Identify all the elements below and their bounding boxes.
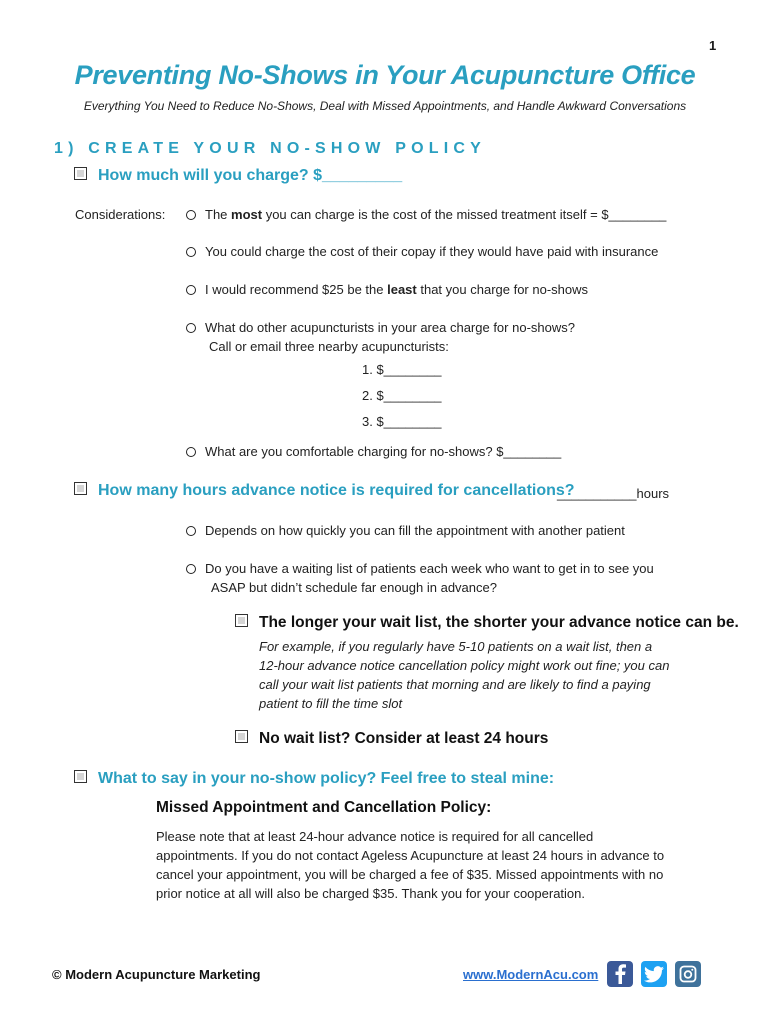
bullet-icon [186, 247, 196, 257]
list-item: What do other acupuncturists in your area charge for no-shows? [186, 320, 575, 335]
example-line: 12-hour advance notice cancellation policy might work out fine; you can [259, 658, 670, 673]
blank-line[interactable]: 1. $________ [362, 362, 442, 377]
policy-line: appointments. If you do not contact Ageless Acupuncture at least 24 hours in advance to [156, 848, 665, 863]
instagram-icon[interactable] [675, 961, 701, 987]
example-line: patient to fill the time slot [259, 696, 403, 711]
checkbox-notice[interactable] [74, 482, 87, 495]
checkbox-policy[interactable] [74, 770, 87, 783]
page-subtitle: Everything You Need to Reduce No-Shows, Deal with Missed Appointments, and Handle Awkward Conversations [83, 99, 687, 113]
hours-blank[interactable]: ___________hours [557, 486, 670, 501]
list-item: What are you comfortable charging for no-shows? $________ [186, 444, 561, 459]
considerations-label: Considerations: [75, 207, 166, 222]
policy-line: cancel your appointment, you will be charged a fee of $35. Missed appointments with no [156, 867, 664, 882]
example-line: call your wait list patients that morning and are likely to find a paying [259, 677, 651, 692]
checkbox-waitlist[interactable] [235, 614, 248, 627]
facebook-icon[interactable] [607, 961, 633, 987]
question-notice-label: How many hours advance notice is required for cancellations? [98, 482, 575, 499]
footer-copyright: © Modern Acupuncture Marketing [52, 967, 261, 982]
question-charge-label: How much will you charge? $_________ [98, 167, 403, 184]
list-item-continuation: ASAP but didn’t schedule far enough in advance? [211, 580, 497, 595]
policy-title: Missed Appointment and Cancellation Policy: [156, 799, 492, 816]
section-heading: 1) CREATE YOUR NO-SHOW POLICY [54, 140, 487, 157]
question-charge [74, 167, 402, 185]
page-number: 1 [709, 38, 717, 53]
footer-website-link[interactable]: www.ModernAcu.com [463, 967, 599, 982]
example-line: For example, if you regularly have 5-10 patients on a wait list, then a [259, 639, 653, 654]
policy-line: prior notice at all will also be charged $35. Thank you for your cooperation. [156, 886, 586, 901]
list-item-continuation: Call or email three nearby acupuncturists: [209, 339, 449, 354]
twitter-icon[interactable] [641, 961, 667, 987]
question-policy-label: What to say in your no-show policy? Feel free to steal mine: [98, 770, 555, 787]
bullet-icon [186, 210, 196, 220]
checkbox-charge[interactable] [74, 167, 87, 180]
question-policy [74, 770, 554, 788]
bullet-icon [186, 323, 196, 333]
policy-line: Please note that at least 24-hour advance notice is required for all cancelled [156, 829, 594, 844]
blank-line[interactable]: 3. $________ [362, 414, 442, 429]
list-item: You could charge the cost of their copay if they would have paid with insurance [186, 244, 658, 259]
list-item: The most you can charge is the cost of the missed treatment itself = $________ [186, 207, 666, 222]
list-item: I would recommend $25 be the least that you charge for no-shows [186, 282, 588, 297]
page-title: Preventing No-Shows in Your Acupuncture Office [74, 60, 696, 90]
list-item: Depends on how quickly you can fill the appointment with another patient [186, 523, 625, 538]
subpoint-no-waitlist: No wait list? Consider at least 24 hours [235, 730, 548, 748]
bullet-icon [186, 447, 196, 457]
bullet-icon [186, 285, 196, 295]
blank-line[interactable]: 2. $________ [362, 388, 442, 403]
bullet-icon [186, 564, 196, 574]
question-notice [74, 482, 575, 500]
subpoint-waitlist: The longer your wait list, the shorter your advance notice can be. [235, 614, 739, 632]
list-item: Do you have a waiting list of patients each week who want to get in to see you [186, 561, 654, 576]
checkbox-no-waitlist[interactable] [235, 730, 248, 743]
bullet-icon [186, 526, 196, 536]
